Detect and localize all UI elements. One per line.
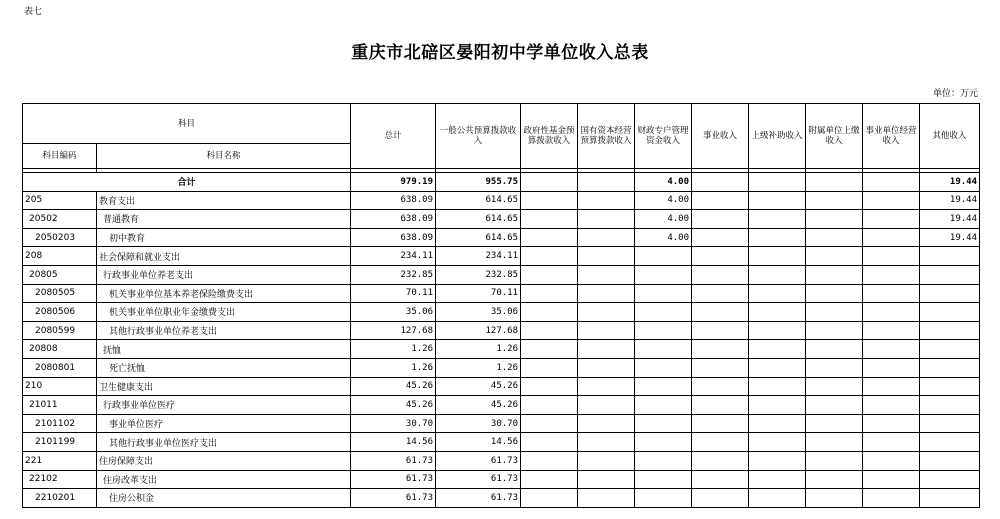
total-cell: 45.26 [351, 377, 436, 396]
fund-cell [521, 470, 578, 489]
table-row [23, 396, 980, 415]
state-capital-cell [578, 396, 635, 415]
code-header: 科目编码 [23, 144, 97, 169]
affiliated-cell [806, 321, 863, 340]
fund-cell [521, 303, 578, 322]
subject-code-cell: 2210201 [23, 489, 97, 508]
operating-cell [863, 489, 920, 508]
affiliated-cell [806, 247, 863, 266]
general-cell: 234.11 [436, 247, 521, 266]
fund-cell [521, 340, 578, 359]
general-cell: 61.73 [436, 451, 521, 470]
fiscal-special-cell [635, 489, 692, 508]
other-cell [920, 321, 980, 340]
table-row [23, 247, 980, 266]
total-cell: 127.68 [351, 321, 436, 340]
subject-name-cell: 卫生健康支出 [97, 377, 351, 396]
fiscal-special-cell: 4.00 [635, 191, 692, 210]
other-income-header: 其他收入 [920, 104, 980, 169]
total-cell: 232.85 [351, 265, 436, 284]
subject-code-cell: 2080801 [23, 358, 97, 377]
total-cell: 979.19 [351, 173, 436, 192]
subject-name-cell: 机关事业单位职业年金缴费支出 [97, 303, 351, 322]
affiliated-cell [806, 210, 863, 229]
fiscal-special-cell [635, 358, 692, 377]
total-cell: 14.56 [351, 433, 436, 452]
fund-cell [521, 358, 578, 377]
fund-cell [521, 265, 578, 284]
fund-cell [521, 377, 578, 396]
state-capital-cell [578, 377, 635, 396]
business-cell [692, 470, 749, 489]
fiscal-special-cell [635, 470, 692, 489]
operating-cell [863, 228, 920, 247]
operating-cell [863, 470, 920, 489]
total-business-cell [692, 173, 749, 192]
state-capital-cell [578, 265, 635, 284]
table-row [23, 433, 980, 452]
superior-cell [749, 377, 806, 396]
table-tag: 表七 [24, 7, 43, 17]
fund-cell [521, 191, 578, 210]
other-cell [920, 303, 980, 322]
affiliated-cell [806, 470, 863, 489]
general-cell: 127.68 [436, 321, 521, 340]
table-row [23, 228, 980, 247]
page-title: 重庆市北碚区晏阳初中学单位收入总表 [351, 43, 649, 63]
fund-cell [521, 396, 578, 415]
total-fiscal-special-cell: 4.00 [635, 173, 692, 192]
total-cell: 61.73 [351, 470, 436, 489]
total-cell: 234.11 [351, 247, 436, 266]
total-cell: 70.11 [351, 284, 436, 303]
subject-name-cell: 住房改革支出 [97, 470, 351, 489]
other-cell [920, 433, 980, 452]
subject-code-cell: 221 [23, 451, 97, 470]
general-cell: 232.85 [436, 265, 521, 284]
fiscal-special-cell [635, 433, 692, 452]
fund-cell [521, 489, 578, 508]
total-row [23, 173, 980, 192]
affiliated-cell [806, 377, 863, 396]
table-row [23, 470, 980, 489]
operating-income-header: 事业单位经营收入 [863, 104, 920, 169]
subject-name-cell: 行政事业单位养老支出 [97, 265, 351, 284]
business-cell [692, 414, 749, 433]
state-capital-cell [578, 358, 635, 377]
superior-cell [749, 414, 806, 433]
other-cell [920, 247, 980, 266]
total-general-cell: 955.75 [436, 173, 521, 192]
general-cell: 614.65 [436, 191, 521, 210]
total-cell: 45.26 [351, 396, 436, 415]
subject-code-cell: 20808 [23, 340, 97, 359]
total-cell: 1.26 [351, 358, 436, 377]
table-row [23, 377, 980, 396]
operating-cell [863, 358, 920, 377]
subject-code-cell: 208 [23, 247, 97, 266]
other-cell [920, 396, 980, 415]
subject-code-cell: 21011 [23, 396, 97, 415]
business-cell [692, 451, 749, 470]
subject-code-cell: 2080599 [23, 321, 97, 340]
other-cell [920, 489, 980, 508]
fund-cell [521, 433, 578, 452]
superior-cell [749, 303, 806, 322]
general-cell: 35.06 [436, 303, 521, 322]
total-cell: 30.70 [351, 414, 436, 433]
business-cell [692, 321, 749, 340]
fund-cell [521, 284, 578, 303]
superior-cell [749, 470, 806, 489]
state-capital-cell [578, 303, 635, 322]
unit-label: 单位：万元 [932, 89, 978, 99]
total-cell: 638.09 [351, 191, 436, 210]
subject-code-cell: 2050203 [23, 228, 97, 247]
operating-cell [863, 451, 920, 470]
superior-cell [749, 358, 806, 377]
superior-cell [749, 228, 806, 247]
general-budget-header: 一般公共预算拨款收入 [436, 104, 521, 169]
fiscal-special-header: 财政专户管理资金收入 [635, 104, 692, 169]
subject-code-cell: 22102 [23, 470, 97, 489]
total-other-cell: 19.44 [920, 173, 980, 192]
superior-cell [749, 451, 806, 470]
general-cell: 614.65 [436, 228, 521, 247]
fund-cell [521, 321, 578, 340]
table-row [23, 321, 980, 340]
subject-name-cell: 死亡抚恤 [97, 358, 351, 377]
state-capital-cell [578, 191, 635, 210]
state-capital-cell [578, 340, 635, 359]
operating-cell [863, 396, 920, 415]
subject-name-cell: 初中教育 [97, 228, 351, 247]
general-cell: 1.26 [436, 358, 521, 377]
business-cell [692, 396, 749, 415]
table-row [23, 191, 980, 210]
total-cell: 1.26 [351, 340, 436, 359]
total-cell: 638.09 [351, 228, 436, 247]
business-cell [692, 284, 749, 303]
business-cell [692, 303, 749, 322]
total-state-capital-cell [578, 173, 635, 192]
affiliated-cell [806, 284, 863, 303]
total-cell: 35.06 [351, 303, 436, 322]
fiscal-special-cell: 4.00 [635, 210, 692, 229]
gov-fund-header: 政府性基金预算拨款收入 [521, 104, 578, 169]
total-cell: 638.09 [351, 210, 436, 229]
general-cell: 61.73 [436, 470, 521, 489]
general-cell: 45.26 [436, 396, 521, 415]
state-capital-cell [578, 414, 635, 433]
fiscal-special-cell [635, 284, 692, 303]
subject-name-cell: 机关事业单位基本养老保险缴费支出 [97, 284, 351, 303]
state-capital-cell [578, 247, 635, 266]
superior-cell [749, 433, 806, 452]
superior-cell [749, 396, 806, 415]
fund-cell [521, 228, 578, 247]
subject-code-cell: 205 [23, 191, 97, 210]
operating-cell [863, 321, 920, 340]
affiliated-cell [806, 451, 863, 470]
superior-cell [749, 265, 806, 284]
subject-name-cell: 住房保障支出 [97, 451, 351, 470]
business-cell [692, 377, 749, 396]
total-cell: 61.73 [351, 451, 436, 470]
other-cell: 19.44 [920, 191, 980, 210]
other-cell: 19.44 [920, 210, 980, 229]
other-cell [920, 340, 980, 359]
general-cell: 45.26 [436, 377, 521, 396]
subject-header: 科目 [23, 104, 351, 144]
fiscal-special-cell [635, 321, 692, 340]
fund-cell [521, 414, 578, 433]
other-cell: 19.44 [920, 228, 980, 247]
subject-code-cell: 2101102 [23, 414, 97, 433]
state-capital-cell [578, 284, 635, 303]
operating-cell [863, 210, 920, 229]
table-row [23, 358, 980, 377]
affiliated-cell [806, 340, 863, 359]
business-cell [692, 247, 749, 266]
subject-name-cell: 其他行政事业单位医疗支出 [97, 433, 351, 452]
subject-name-cell: 行政事业单位医疗 [97, 396, 351, 415]
income-table [22, 103, 980, 508]
operating-cell [863, 340, 920, 359]
total-label: 合计 [23, 173, 351, 192]
table-row [23, 284, 980, 303]
business-cell [692, 358, 749, 377]
other-cell [920, 358, 980, 377]
affiliated-cell [806, 303, 863, 322]
business-cell [692, 210, 749, 229]
business-cell [692, 489, 749, 508]
superior-cell [749, 210, 806, 229]
other-cell [920, 377, 980, 396]
subject-code-cell: 2080505 [23, 284, 97, 303]
operating-cell [863, 265, 920, 284]
business-cell [692, 340, 749, 359]
state-capital-cell [578, 470, 635, 489]
fund-cell [521, 451, 578, 470]
business-cell [692, 228, 749, 247]
other-cell [920, 265, 980, 284]
subject-code-cell: 20805 [23, 265, 97, 284]
general-cell: 614.65 [436, 210, 521, 229]
affiliated-cell [806, 489, 863, 508]
affiliated-cell [806, 414, 863, 433]
subject-code-cell: 210 [23, 377, 97, 396]
affiliated-cell [806, 358, 863, 377]
operating-cell [863, 284, 920, 303]
operating-cell [863, 414, 920, 433]
subject-name-cell: 普通教育 [97, 210, 351, 229]
subject-name-cell: 其他行政事业单位养老支出 [97, 321, 351, 340]
superior-subsidy-header: 上级补助收入 [749, 104, 806, 169]
general-cell: 14.56 [436, 433, 521, 452]
fiscal-special-cell [635, 451, 692, 470]
operating-cell [863, 191, 920, 210]
operating-cell [863, 377, 920, 396]
superior-cell [749, 191, 806, 210]
general-cell: 1.26 [436, 340, 521, 359]
business-cell [692, 265, 749, 284]
state-capital-header: 国有资本经营预算拨款收入 [578, 104, 635, 169]
other-cell [920, 414, 980, 433]
fiscal-special-cell [635, 396, 692, 415]
affiliated-cell [806, 191, 863, 210]
operating-cell [863, 433, 920, 452]
affiliated-cell [806, 396, 863, 415]
table-row [23, 303, 980, 322]
affiliated-cell [806, 433, 863, 452]
fund-cell [521, 210, 578, 229]
fiscal-special-cell [635, 265, 692, 284]
subject-code-cell: 20502 [23, 210, 97, 229]
affiliated-cell [806, 228, 863, 247]
total-fund-cell [521, 173, 578, 192]
state-capital-cell [578, 228, 635, 247]
table-row [23, 489, 980, 508]
fiscal-special-cell: 4.00 [635, 228, 692, 247]
table-row [23, 414, 980, 433]
name-header: 科目名称 [97, 144, 351, 169]
table-row [23, 451, 980, 470]
affiliated-cell [806, 265, 863, 284]
superior-cell [749, 321, 806, 340]
general-cell: 30.70 [436, 414, 521, 433]
superior-cell [749, 489, 806, 508]
state-capital-cell [578, 451, 635, 470]
superior-cell [749, 284, 806, 303]
fiscal-special-cell [635, 414, 692, 433]
total-operating-cell [863, 173, 920, 192]
subject-name-cell: 社会保障和就业支出 [97, 247, 351, 266]
total-cell: 61.73 [351, 489, 436, 508]
subject-name-cell: 事业单位医疗 [97, 414, 351, 433]
superior-cell [749, 247, 806, 266]
fiscal-special-cell [635, 377, 692, 396]
operating-cell [863, 247, 920, 266]
subject-code-cell: 2101199 [23, 433, 97, 452]
affiliated-unit-header: 附属单位上缴收入 [806, 104, 863, 169]
fiscal-special-cell [635, 340, 692, 359]
other-cell [920, 284, 980, 303]
other-cell [920, 470, 980, 489]
subject-name-cell: 抚恤 [97, 340, 351, 359]
total-superior-cell [749, 173, 806, 192]
business-cell [692, 433, 749, 452]
table-row [23, 265, 980, 284]
subject-name-cell: 教育支出 [97, 191, 351, 210]
total-affiliated-cell [806, 173, 863, 192]
state-capital-cell [578, 321, 635, 340]
other-cell [920, 451, 980, 470]
state-capital-cell [578, 489, 635, 508]
superior-cell [749, 340, 806, 359]
fiscal-special-cell [635, 247, 692, 266]
subject-name-cell: 住房公积金 [97, 489, 351, 508]
subject-code-cell: 2080506 [23, 303, 97, 322]
business-income-header: 事业收入 [692, 104, 749, 169]
table-row [23, 340, 980, 359]
general-cell: 61.73 [436, 489, 521, 508]
general-cell: 70.11 [436, 284, 521, 303]
operating-cell [863, 303, 920, 322]
table-row [23, 210, 980, 229]
total-header: 总计 [351, 104, 436, 169]
state-capital-cell [578, 210, 635, 229]
fund-cell [521, 247, 578, 266]
business-cell [692, 191, 749, 210]
fiscal-special-cell [635, 303, 692, 322]
state-capital-cell [578, 433, 635, 452]
